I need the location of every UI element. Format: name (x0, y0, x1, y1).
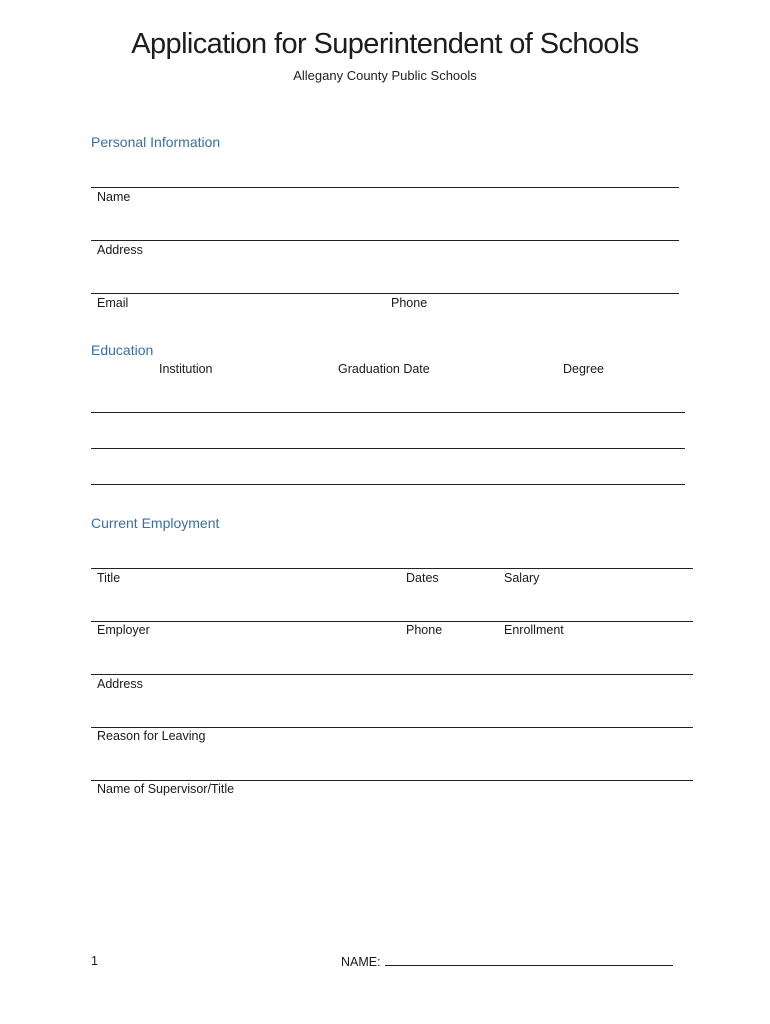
employer-label: Employer (97, 623, 150, 637)
supervisor-line[interactable] (91, 780, 693, 781)
document-title: Application for Superintendent of Schools (131, 28, 639, 60)
employment-address-label: Address (97, 677, 143, 691)
email-phone-line[interactable] (91, 293, 679, 294)
section-heading-education: Education (91, 342, 154, 358)
address-line[interactable] (91, 240, 679, 241)
col-institution: Institution (159, 362, 213, 376)
footer-name-blank[interactable] (385, 954, 673, 966)
section-heading-employment: Current Employment (91, 515, 220, 531)
salary-label: Salary (504, 571, 540, 585)
footer-name (341, 954, 673, 969)
email-label: Email (97, 296, 129, 310)
employment-address-line[interactable] (91, 674, 693, 675)
document-subtitle: Allegany County Public Schools (293, 68, 477, 83)
employment-phone-label: Phone (406, 623, 443, 637)
reason-label: Reason for Leaving (97, 729, 206, 743)
footer-name-label: NAME: (341, 955, 381, 969)
section-heading-personal: Personal Information (91, 134, 221, 150)
title-dates-salary-line[interactable] (91, 568, 693, 569)
education-row-line[interactable] (91, 484, 685, 485)
employer-phone-enrollment-line[interactable] (91, 621, 693, 622)
page-number: 1 (91, 954, 98, 968)
col-degree: Degree (563, 362, 604, 376)
dates-label: Dates (406, 571, 439, 585)
title-label: Title (97, 571, 121, 585)
education-row-line[interactable] (91, 412, 685, 413)
name-label: Name (97, 190, 131, 204)
name-line[interactable] (91, 187, 679, 188)
address-label: Address (97, 243, 143, 257)
enrollment-label: Enrollment (504, 623, 564, 637)
supervisor-label: Name of Supervisor/Title (97, 782, 235, 796)
col-graduation-date: Graduation Date (338, 362, 430, 376)
reason-line[interactable] (91, 727, 693, 728)
education-row-line[interactable] (91, 448, 685, 449)
phone-label: Phone (391, 296, 428, 310)
